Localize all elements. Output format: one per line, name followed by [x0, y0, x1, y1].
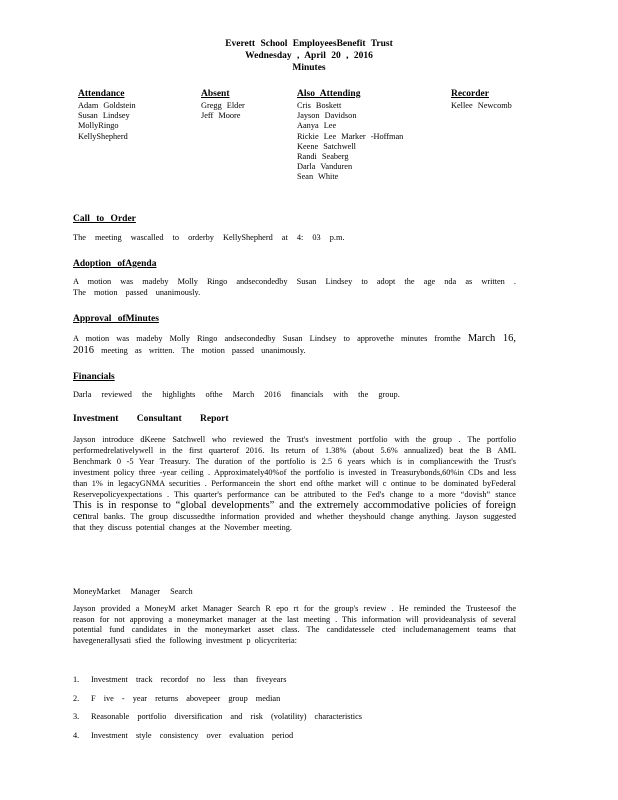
meeting-date: Wednesday , April 20 , 2016 [245, 51, 373, 61]
also-attending-heading: Also Attending [297, 89, 361, 99]
approval-text [73, 333, 516, 357]
investment-text-a: Jayson introduce dKeene Satchwell who reviewed the Trust's investment portfolio with the group . The portfolio performedrelativelywell in the first quarterof 2016. Its return of 1.38% (about 5.6% annualized) beat the B AML Benchmark 0 -5 Year Treasury. The duration of the portfolio is 2.5 6 years which is in compliancewith the Trust's investment policy three -year ceiling . Approximately40%of the portfolio is invested in Treasurybonds,60%in CDs and less than 1% in legacyGNMA securities . Performancein the short end ofthe market will c ontinue to be dominated byFederal Reservepolicyexpectations . This quarter's performance can be attributed to the Fed's change to a more “dovish” stance [73, 435, 516, 499]
criteria-item: 4. Investment style consistency over evaluation period [73, 731, 294, 740]
attendance-list [78, 101, 136, 142]
guest: Aanya Lee [297, 121, 337, 131]
guest: Cris Boskett [297, 101, 342, 110]
recorder-heading: Recorder [451, 89, 489, 99]
attendance-heading: Attendance [78, 89, 125, 99]
financials-text: Darla reviewed the highlights ofthe March 2016 financials with the group. [73, 390, 400, 399]
approval-text-a: A motion was madeby Molly Ringo andsecondedby Susan Lindsey to approvethe minutes fromthe [73, 334, 461, 343]
absent-heading: Absent [201, 89, 230, 99]
approval-date: March 16, 2016 [73, 333, 517, 356]
criteria-item: 3. Reasonable portfolio diversification and risk (volatility) characteristics [73, 712, 363, 721]
guest: Jayson Davidson [297, 111, 357, 121]
money-market-heading: MoneyMarket Manager Search [73, 587, 193, 596]
also-attending-list [297, 101, 403, 183]
call-to-order-text: The meeting wascalled to orderby KellyShepherd at 4: 03 p.m. [73, 233, 345, 242]
absent-list [201, 101, 245, 121]
attendee: KellyShepherd [78, 131, 128, 141]
guest: Rickie Lee Marker -Hoffman [297, 131, 404, 141]
investment-heading: Investment Consultant Report [73, 414, 229, 424]
attendee: Adam Goldstein [78, 101, 136, 110]
money-market-text: Jayson provided a MoneyM arket Manager Search R epo rt for the group's review . He reminded the Trusteesof the reason for not approving a moneymarket manager at the last meeting . This information will provideanalysis of several potential fund candidates in the moneymarket asset class. The candidatessele cted includemanagement teams that havegenerallysati sfied the following investment p olicycriteria: [73, 604, 516, 645]
guest: Keene Satchwell [297, 141, 356, 151]
call-to-order-heading: Call to Order [73, 214, 136, 224]
approval-heading: Approval ofMinutes [73, 314, 159, 324]
investment-text [73, 434, 516, 533]
criteria-item: 1. Investment track recordof no less than fiveyears [73, 675, 287, 684]
recorder-name: Kellee Newcomb [451, 101, 512, 110]
attendee: Susan Lindsey [78, 111, 130, 121]
approval-text-b: meeting as written. The motion passed unanimously. [101, 346, 306, 355]
investment-text-b: tral banks. The group discussedthe information provided and whether theyshould change anything. Jayson suggested that they discuss potential changes at the November meeting. [73, 512, 516, 532]
adoption-text: A motion was madeby Molly Ringo andsecondedby Susan Lindsey to adopt the age nda as written . The motion passed unanimously. [73, 277, 516, 297]
recorder-list [451, 101, 512, 111]
doc-type: Minutes [292, 63, 326, 73]
guest: Darla Vanduren [297, 162, 353, 172]
absentee: Jeff Moore [201, 111, 241, 121]
criteria-item: 2. F ive - year returns abovepeer group median [73, 694, 281, 703]
financials-heading: Financials [73, 372, 115, 382]
absentee: Gregg Elder [201, 101, 245, 110]
investment-text-mid: This is in response to “global developments” and the extremely accommodative policies of foreign cen [73, 500, 516, 522]
org-title: Everett School EmployeesBenefit Trust [225, 39, 393, 49]
attendee: MollyRingo [78, 121, 119, 131]
adoption-heading: Adoption ofAgenda [73, 259, 157, 269]
guest: Randi Seaberg [297, 152, 349, 162]
guest: Sean White [297, 172, 339, 182]
